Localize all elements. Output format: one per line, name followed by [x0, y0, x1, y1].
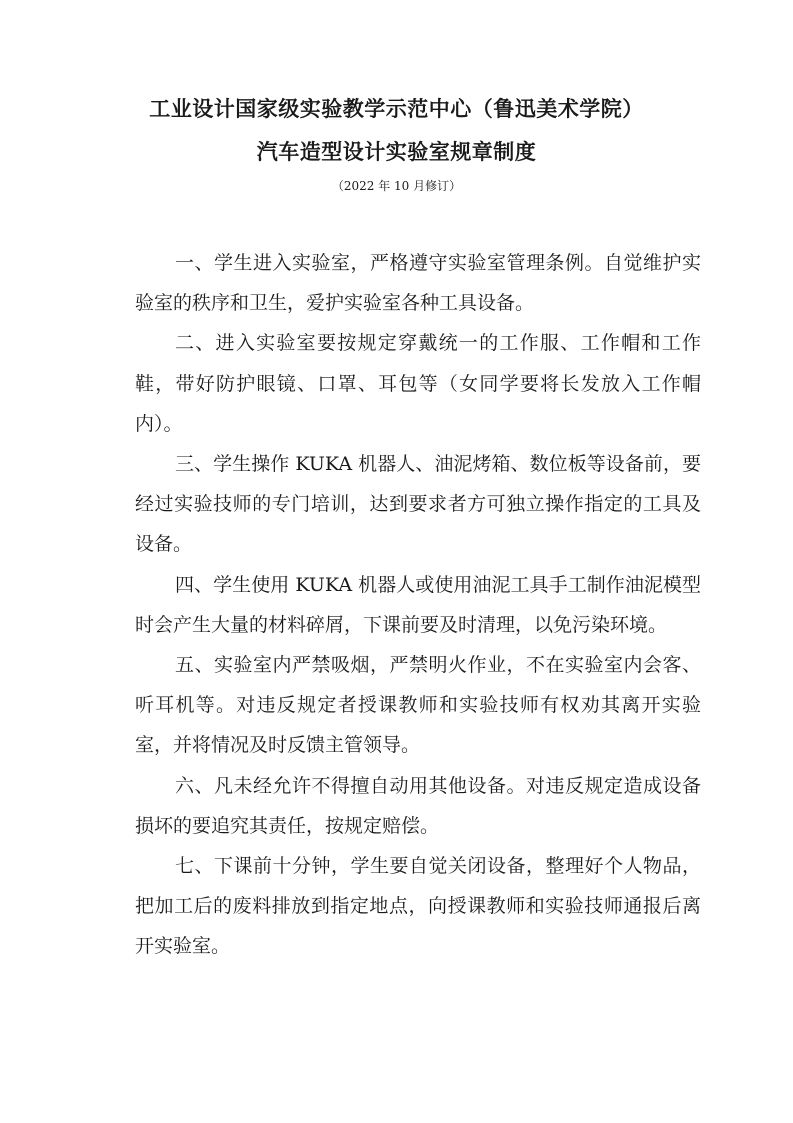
revision-note: （2022 年 10 月修订）	[331, 179, 462, 193]
document-title: 工业设计国家级实验教学示范中心（鲁迅美术学院）	[149, 97, 644, 121]
regulation-paragraph-2: 二、进入实验室要按规定穿戴统一的工作服、工作帽和工作鞋，带好防护眼镜、口罩、耳包等（女同学要将长发放入工作帽内）。	[135, 332, 701, 435]
regulations-body	[135, 243, 701, 967]
document-subtitle: 汽车造型设计实验室规章制度	[256, 140, 537, 164]
regulation-paragraph-7: 七、下课前十分钟，学生要自觉关闭设备，整理好个人物品，把加工后的废料排放到指定地点，向授课教师和实验技师通报后离开实验室。	[135, 855, 701, 958]
regulation-paragraph-5: 五、实验室内严禁吸烟，严禁明火作业，不在实验室内会客、听耳机等。对违反规定者授课教师和实验技师有权劝其离开实验室，并将情况及时反馈主管领导。	[135, 654, 701, 757]
regulation-paragraph-6: 六、凡未经允许不得擅自动用其他设备。对违反规定造成设备损坏的要追究其责任，按规定赔偿。	[135, 774, 701, 837]
regulation-paragraph-4: 四、学生使用 KUKA 机器人或使用油泥工具手工制作油泥模型时会产生大量的材料碎屑，下课前要及时清理，以免污染环境。	[135, 573, 701, 636]
regulation-paragraph-3: 三、学生操作 KUKA 机器人、油泥烤箱、数位板等设备前，要经过实验技师的专门培训，达到要求者方可独立操作指定的工具及设备。	[135, 453, 701, 556]
regulation-paragraph-1: 一、学生进入实验室，严格遵守实验室管理条例。自觉维护实验室的秩序和卫生，爱护实验室各种工具设备。	[135, 252, 701, 315]
